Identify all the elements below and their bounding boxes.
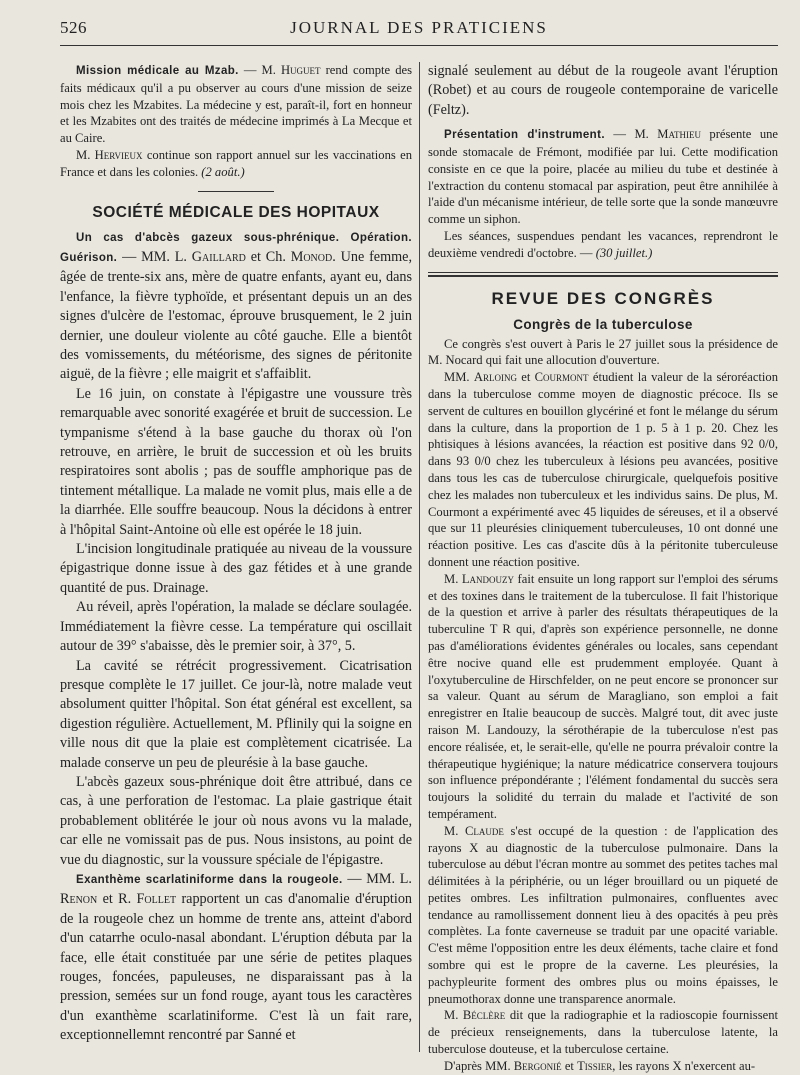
author-name: Gaillard xyxy=(191,248,246,265)
author-name: Courmont xyxy=(534,370,589,385)
body-paragraph: L'abcès gazeux sous-phrénique doit être attribué, dans ce cas, à une perforation de l'estomac. La plaie gastrique était probablement oblitérée le jour où nous avons vu la malade, car elle ne vomissait pas de pus. Nous insistons, au point de vue du diagnostic, sur la voussure spéciale de l'épigastre. xyxy=(60,773,412,868)
journal-title: JOURNAL DES PRATICIENS xyxy=(290,18,548,37)
subheading-congres: Congrès de la tuberculose xyxy=(513,316,693,332)
section-title-societe: SOCIÉTÉ MÉDICALE DES HOPITAUX xyxy=(92,203,380,221)
mzab-paragraph: Mission médicale au Mzab. — M. Huguet rend compte des faits médicaux qu'il a pu observer au cours d'une mission de seize mois chez les Mzabites. La médecine y est, paraît-il, fort en honneur et les Mzabites ont des traités de médecine imprimés à La Mecque et au Caire. xyxy=(60,63,412,146)
exantheme-heading: Exanthème scarlatiniforme dans la rougeole. xyxy=(76,873,343,886)
author-name: Arloing xyxy=(473,370,517,385)
mzab-heading: Mission médicale au Mzab. xyxy=(76,65,239,77)
bergonie-paragraph: D'après MM. Bergonié et Tissier, les rayons X n'exercent au- xyxy=(444,1058,756,1073)
author-name: Landouzy xyxy=(461,571,515,586)
author-name: Claude xyxy=(464,823,504,838)
seances-paragraph: Les séances, suspendues pendant les vacances, reprendront le deuxième vendredi d'octobre. — (30 juillet.) xyxy=(428,229,778,260)
header-rule xyxy=(60,45,778,46)
abces-paragraph: Un cas d'abcès gazeux sous-phrénique. Opération. Guérison. — MM. L. Gaillard et Ch. Monod. Une femme, âgée de trente-six ans, mère de quatre enfants, ayant eu, dans l'enfance, la fièvre typhoïde, et présentant depuis un an des signes d'ulcère de l'estomac, éprouve brusquement, le 2 juin dernier, une douleur violente au côté gauche. Elle a bientôt des vomissements, du météorisme, des signes de péritonite aiguë, de la fièvre ; elle maigrit et s'affaiblit. xyxy=(60,231,413,383)
presentation-heading: Présentation d'instrument. xyxy=(444,129,605,142)
intro-paragraph: Ce congrès s'est ouvert à Paris le 27 juillet sous la présidence de M. Nocard qui fait une allocution d'ouverture. xyxy=(428,336,778,368)
column-divider xyxy=(419,62,420,1052)
author-name: Monod xyxy=(290,248,333,265)
continuation-paragraph: signalé seulement au début de la rougeole avant l'éruption (Robet) et au cours de rougeole contemporaine de varicelle (Feltz). xyxy=(428,63,778,118)
exantheme-paragraph: Exanthème scarlatiniforme dans la rougeole. — MM. L. Renon et R. Follet rapportent un cas d'anomalie d'éruption de la rougeole chez un homme de trente ans, atteint d'abord d'un catarrhe oculo-nasal abondant. L'éruption débuta par la face, elle était constituée par une série de petites plaques rouges, foncées, papuleuses, ne disparaissant pas à la pression, semées sur un fond rouge, ayant tous les caractères d'un exanthème scarlatiniforme. C'est là un fait rare, exceptionnellemnt rencontré par Sanné et xyxy=(60,870,413,1044)
date-note: (30 juillet.) xyxy=(595,245,653,260)
body-paragraph: La cavité se rétrécit progressivement. Cicatrisation presque complète le 17 juillet. Ce jour-là, notre malade veut absolument quitter l'hôpital. Son état général est excellent, sa digestion régulière. Actuellement, M. Pflinily qui la soigne en ville nous dit que la plaie est complètement cicatrisée. La malade conserve un peu de pleurésie à la base gauche. xyxy=(60,657,412,771)
author-name: Mathieu xyxy=(657,127,701,142)
left-column xyxy=(60,62,412,1050)
date-note: (2 août.) xyxy=(201,164,245,179)
section-double-rule xyxy=(428,272,778,277)
section-separator xyxy=(198,191,274,192)
abces-heading: Un cas d'abcès gazeux sous-phrénique. Opération. Guérison. xyxy=(60,231,412,264)
hervieux-paragraph: M. Hervieux continue son rapport annuel sur les vaccinations en France et dans les colonies. (2 août.) xyxy=(60,147,412,179)
author-name: Tissier xyxy=(577,1058,613,1073)
beclere-paragraph: M. Béclère dit que la radiographie et la radioscopie fournissent de précieux renseignements, dans la tuberculose latente, la tuberculose douteuse, et la tuberculose certaine. xyxy=(428,1008,778,1057)
right-column xyxy=(428,62,779,1073)
author-name: Follet xyxy=(136,891,177,908)
page-header xyxy=(60,18,778,40)
body-paragraph: Le 16 juin, on constate à l'épigastre une voussure très remarquable avec sonorité exagérée et bruit de succession. Le tympanisme s'étend à la base gauche du thorax où l'on retrouve, en arrière, le bruit de succession et où les bruits respiratoires sont abolis ; pas de souffle amphorique pas de tintement métallique. La malade ne vomit plus, mais elle a de la diarrhée. Elle souffre beaucoup. Nous la décidons à entrer à l'hôpital Saint-Antoine où elle est opérée le 18 juin. xyxy=(60,385,412,538)
arloing-paragraph: MM. Arloing et Courmont étudient la valeur de la séroréaction dans la tuberculose comme moyen de diagnostic précoce. Ils se servent de cultures en bouillon glycériné et font le mélange du sérum dans la culture, dans la proportion de 1 p. 5 à 1 p. 20. Chez les phtisiques à lésions avancées, la réaction est positive dans 92 0/0, dans 93 0/0 chez les tuberculeux à lésions peu avancées, positive dans tous les cas de tuberculose chirurgicale, quelquefois positive chez les malades non tuberculeux et les individus sains. De plus, M. Courmont a expérimenté avec 45 liquides de séreuses, et il a observé que sur 11 pleurésies cliniquement tuberculeuses, 10 ont donné une réaction positive. Les cas d'ascite dûs à la péritonite tuberculeuse donnent une réaction positive. xyxy=(428,370,779,569)
presentation-paragraph: Présentation d'instrument. — M. Mathieu présente une sonde stomacale de Frémont, modifiée par lui. Cette modification consiste en ce que la poire, placée au milieu du tube et destinée à l'extraction du contenu stomacal par aspiration, peut être annihilée à l'aide d'un mécanisme intérieur, de telle sorte que la sonde manœuvre comme un siphon. xyxy=(428,127,778,227)
body-paragraph: Au réveil, après l'opération, la malade se déclare soulagée. Immédiatement la fièvre cesse. La température qui oscillait autour de 39° s'abaisse, dès le premier soir, à 37°, 5. xyxy=(60,599,412,655)
author-name: Bergonié xyxy=(513,1058,562,1073)
author-name: Renon xyxy=(60,891,98,908)
page-number: 526 xyxy=(60,18,87,37)
author-name: Béclère xyxy=(462,1008,506,1023)
body-paragraph: L'incision longitudinale pratiquée au niveau de la voussure épigastrique donne issue à des gaz fétides et à une grande quantité de pus. Drainage. xyxy=(60,541,412,596)
landouzy-paragraph: M. Landouzy fait ensuite un long rapport sur l'emploi des sérums et des toxines dans le traitement de la tuberculose. Il fait l'historique de la question et arrive à parler des résultats thérapeutiques de la tuberculine T R qui, d'après son expérience personnelle, ne donne pas d'améliorations évidentes générales ou locales, sans cependant être nocive quand elle est prudemment employée. Quant à l'oxytuberculine de Hirschfelder, on ne peut encore se prononcer sur sa valeur. Quant au sérum de Maragliano, son emploi a fait enregistrer en Italie beaucoup de succès. Malgré tout, dit avec juste raison M. Landouzy, la sérothérapie de la tuberculose n'est pas encore réalisée, et, le serait-elle, qu'elle ne pourra prévaloir contre la thérapeutique hygiénique; la nature médicatrice conservera toujours son influence prépondérante ; l'élément fondamental du succès sera toujours la solidité du terrain du malade et l'activité de son tempérament. xyxy=(428,571,778,821)
section-title-revue: REVUE DES CONGRÈS xyxy=(491,288,715,308)
author-name: Hervieux xyxy=(94,147,143,162)
author-name: Huguet xyxy=(280,63,321,77)
claude-paragraph: M. Claude s'est occupé de la question : de l'application des rayons X au diagnostic de la tuberculose pulmonaire. Dans la tuberculose au début l'écran montre au sommet des petites taches mal délimitées à la périphérie, ou un léger brouillard ou un piqueté de petites ombres. Les infiltration pulmonaires, confluentes avec tendance au ramollissement donnent lieu à des opacités à peu près complètes. La fonte caverneuse se traduit par une opacité variable. C'est même l'opposition entre les deux éléments, tache claire et fond sombre qui est le propre de la caverne. Les pleurésies, la pachypleurite forment des ombres plus ou moins épaisses, le pneumothorax donne une transparence anormale. xyxy=(428,823,778,1006)
